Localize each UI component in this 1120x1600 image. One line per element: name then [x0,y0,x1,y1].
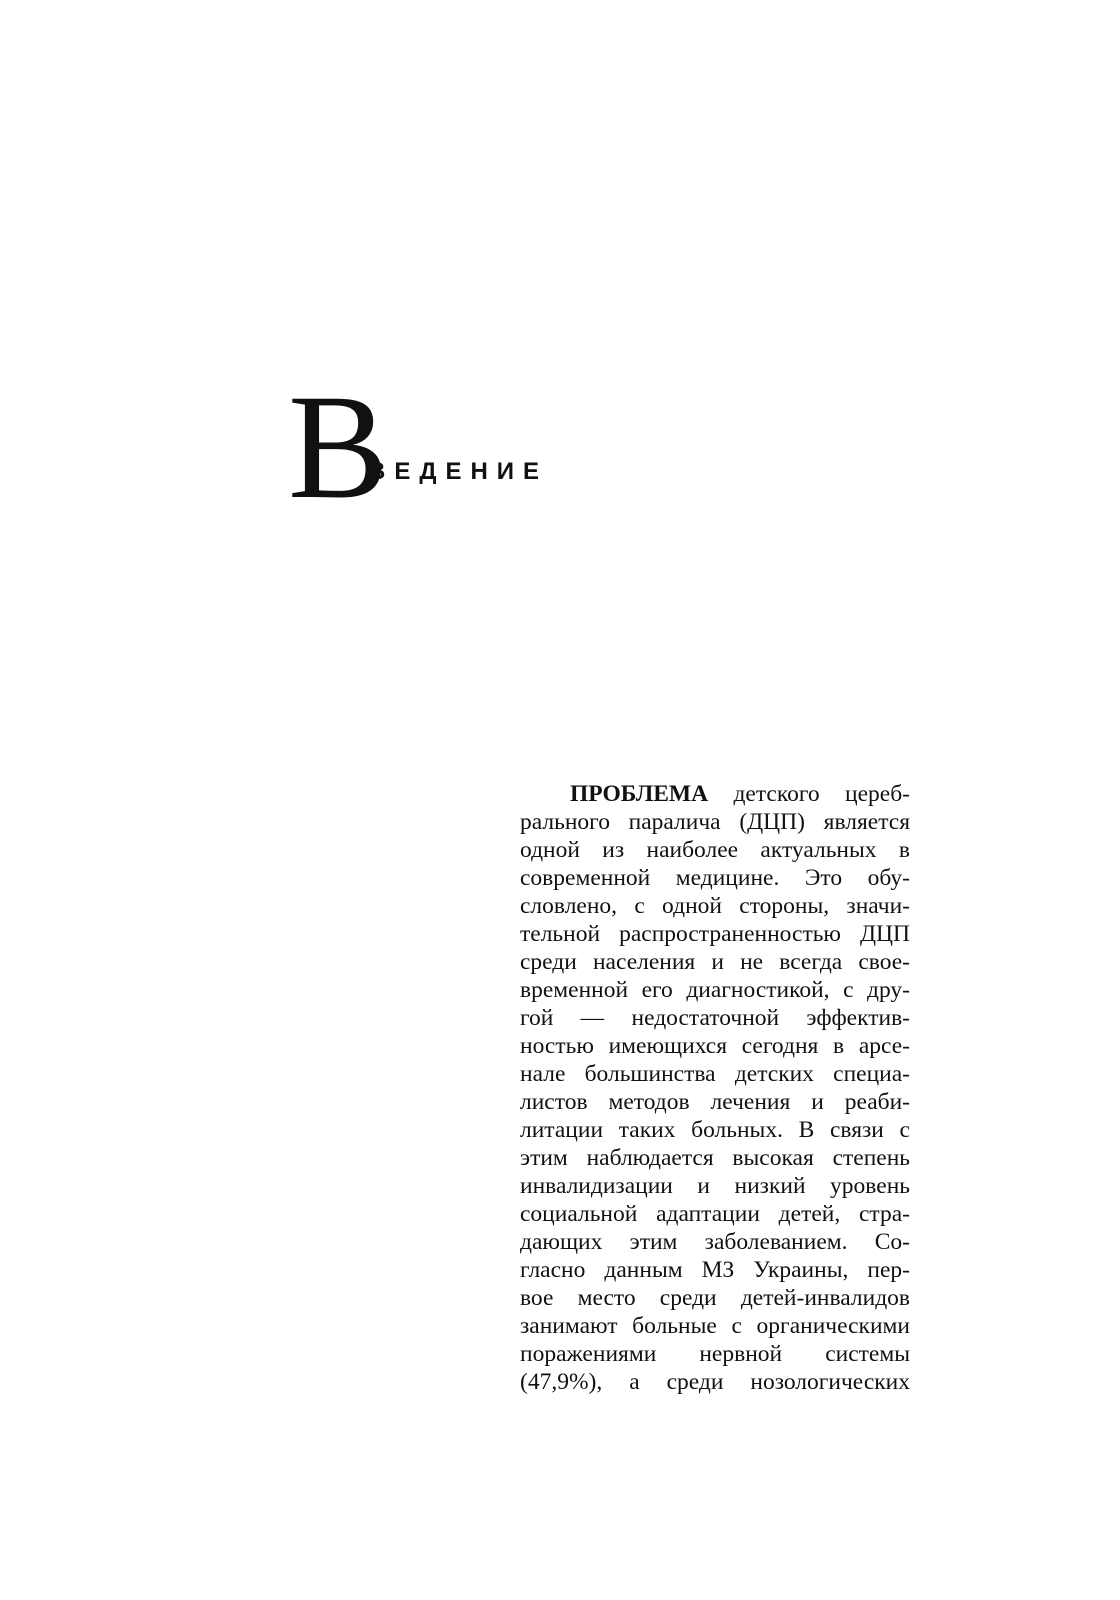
text-line: одной из наиболее актуальных в [520,837,910,863]
text-line: этим наблюдается высокая степень [520,1145,910,1171]
text-line: тельной распространенностью ДЦП [520,921,910,947]
text-line: словлено, с одной стороны, значи- [520,893,910,919]
drop-cap: В [288,364,389,530]
text-line: поражениями нервной системы [520,1341,910,1367]
text-line-rest: детского цереб- [708,781,910,807]
text-line: гласно данным МЗ Украины, пер- [520,1257,910,1283]
body-paragraph [520,780,910,1396]
text-line: (47,9%), а среди нозологических [520,1369,910,1395]
text-line: временной его диагностикой, с дру- [520,977,910,1003]
text-line: социальной адаптации детей, стра- [520,1201,910,1227]
text-line: среди населения и не всегда свое- [520,949,910,975]
text-line: гой — недостаточной эффектив- [520,1005,910,1031]
text-line: вое место среди детей-инвалидов [520,1285,910,1311]
text-line: литации таких больных. В связи с [520,1117,910,1143]
text-line: нале большинства детских специа- [520,1061,910,1087]
chapter-title-rest: ВЕДЕНИЕ [368,458,549,485]
text-line: дающих этим заболеванием. Со- [520,1229,910,1255]
text-line: инвалидизации и низкий уровень [520,1173,910,1199]
text-line: листов методов лечения и реаби- [520,1089,910,1115]
text-line [520,780,910,808]
lead-word: ПРОБЛЕМА [570,781,709,807]
text-line: рального паралича (ДЦП) является [520,809,910,835]
text-line: ностью имеющихся сегодня в арсе- [520,1033,910,1059]
text-line: занимают больные с органическими [520,1313,910,1339]
text-line: современной медицине. Это обу- [520,865,910,891]
